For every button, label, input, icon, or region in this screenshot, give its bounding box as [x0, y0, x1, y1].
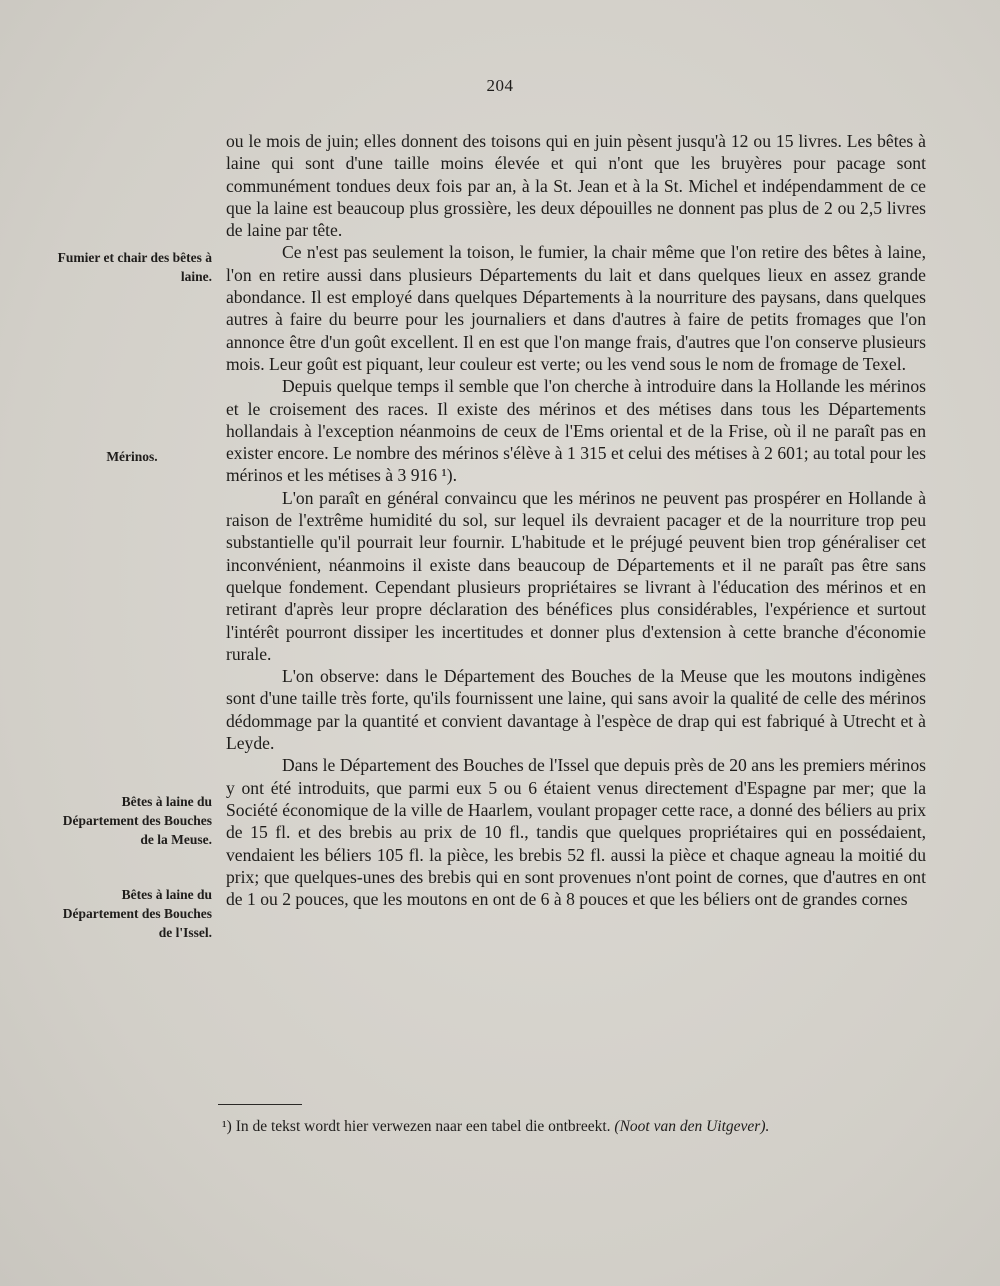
- margin-note-fumier: Fumier et chair des bêtes à laine.: [57, 250, 212, 284]
- footnote-divider: [218, 1104, 302, 1105]
- paragraph: Depuis quelque temps il semble que l'on cherche à introduire dans la Hollande les mérinos et le croisement des races. Il existe des mérinos et des métises dans tous les Départements hollandais à l'exception néanmoins de ceux de l'Ems oriental et de la Frise, où il ne paraît pas en exister encore. Le nombre des mérinos s'élève à 1 315 et celui des métises à 2 601; au total pour les mérinos et les métises à 3 916 ¹).: [226, 376, 926, 486]
- paragraph: Ce n'est pas seulement la toison, le fumier, la chair même que l'on retire des bêtes à laine, l'on en retire aussi dans plusieurs Départements du lait et dans quelques lieux en assez grande abondance. Il est employé dans quelques Départements à la nourriture des paysans, dans quelques autres à faire du beurre pour les journaliers et dans d'autres à faire de petits fromages que l'on annonce être d'un goût excellent. Il en est que l'on mange frais, d'autres que l'on conserve plusieurs mois. Leur goût est piquant, leur couleur est verte; ou les vend sous le nom de fromage de Texel.: [226, 242, 926, 374]
- margin-note-bouches-issel: Bêtes à laine du Département des Bouches de l'Issel.: [62, 887, 212, 940]
- footnote: [222, 1116, 922, 1137]
- margin-note-merinos: Mérinos.: [106, 449, 158, 464]
- margin-note-bouches-meuse: Bêtes à laine du Département des Bouches de la Meuse.: [62, 794, 212, 847]
- paragraph: ou le mois de juin; elles donnent des toisons qui en juin pèsent jusqu'à 12 ou 15 livres. Les bêtes à laine qui sont d'une taille moins élevée et qui n'ont que les bruyères pour pacage sont communément tondues deux fois par an, à la St. Jean et à la St. Michel et indépendamment de ce que la laine est beaucoup plus grossière, les deux dépouilles ne donnent pas plus de 2 ou 2,5 livres de laine par tête.: [226, 131, 926, 241]
- paragraph: Dans le Département des Bouches de l'Issel que depuis près de 20 ans les premiers mérinos y ont été introduits, que parmi eux 5 ou 6 étaient venus directement d'Espagne par mer; que la Société économique de la ville de Haarlem, voulant propager cette race, a donné des béliers au prix de 15 fl. et des brebis au prix de 10 fl., tandis que quelques propriétaires qui en possédaient, vendaient les béliers 105 fl. la pièce, les brebis 52 fl. aussi la pièce et chaque agneau la moitié du prix; que quelques-unes des brebis qui en sont provenues n'ont point de cornes, que d'autres en ont de 1 ou 2 pouces, que les moutons en ont de 6 à 8 pouces et que les béliers ont de grandes cornes: [226, 755, 926, 910]
- footnote-marker: ¹): [222, 1118, 232, 1135]
- footnote-editor-note: (Noot van den Uitgever).: [614, 1118, 770, 1135]
- page-number: 204: [486, 76, 514, 95]
- body-text: [226, 130, 926, 910]
- paragraph: L'on paraît en général convaincu que les mérinos ne peuvent pas prospérer en Hollande à raison de l'extrême humidité du sol, sur lequel ils devraient pacager et de la nourriture trop peu substantielle qu'il pourrait leur fournir. L'habitude et le préjugé peuvent bien trop généraliser cet inconvénient, néanmoins il existe dans beaucoup de Départements et il ne paraît pas être sans quelque fondement. Cependant plusieurs propriétaires se livrant à l'éducation des mérinos et en retirant d'après leur propre déclaration des bénéfices plus considérables, l'expérience et surtout l'intérêt pourront dissiper les incertitudes et donner plus d'extension à cette branche d'économie rurale.: [226, 487, 926, 664]
- footnote-text: In de tekst wordt hier verwezen naar een tabel die ontbreekt.: [235, 1118, 611, 1135]
- paragraph: L'on observe: dans le Département des Bouches de la Meuse que les moutons indigènes sont d'une taille très forte, qu'ils fournissent une laine, qui sans avoir la qualité de celle des mérinos dédommage par la quantité et convient davantage à l'espèce de drap qui est fabriqué à Utrecht et à Leyde.: [226, 666, 926, 754]
